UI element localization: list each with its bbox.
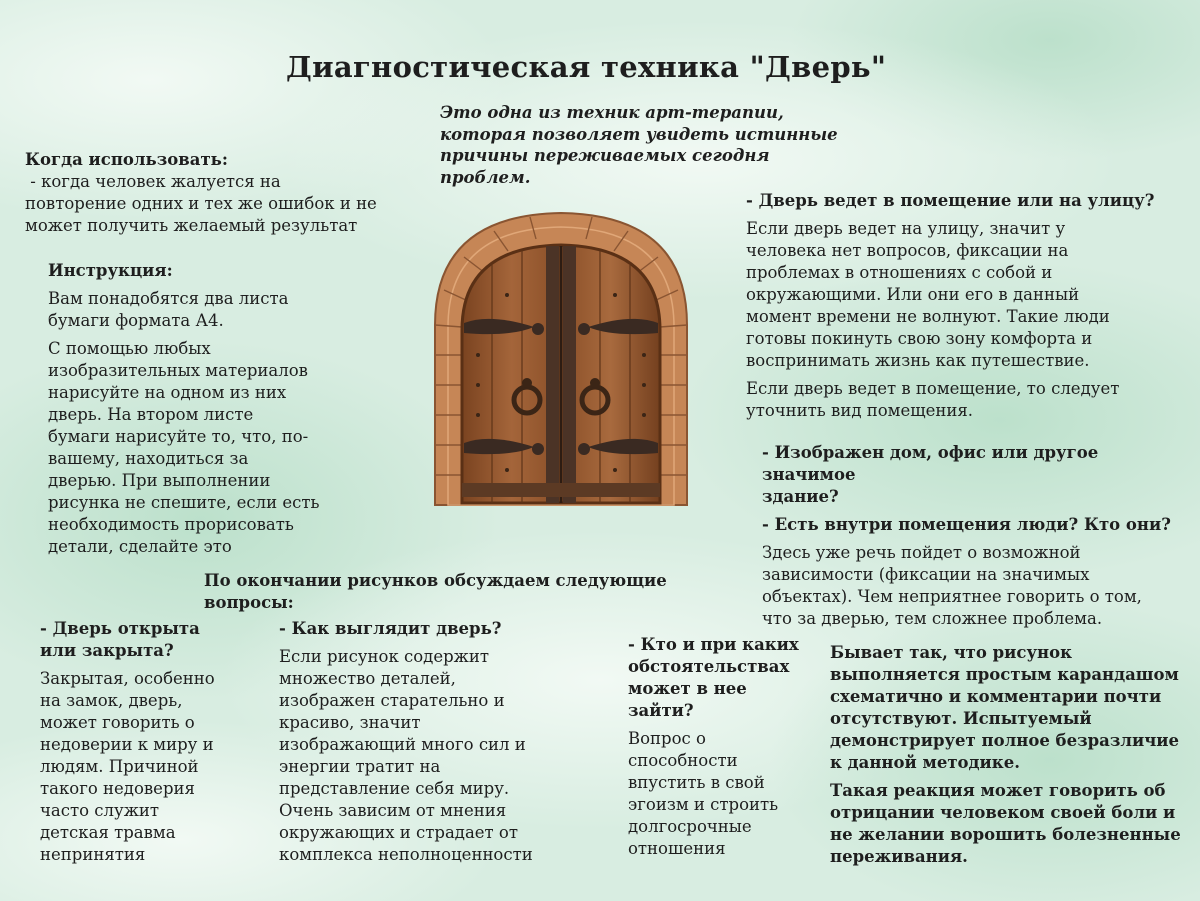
people-question: - Есть внутри помещения люди? Кто они? <box>762 515 1171 534</box>
bold-line: выполняется простым карандашом <box>830 665 1179 684</box>
bold-line: отсутствуют. Испытуемый <box>830 709 1092 728</box>
open-closed-question: или закрыта? <box>40 641 174 660</box>
instruction-line: необходимость прорисовать <box>48 515 294 534</box>
answer-line: Здесь уже речь пойдет о возможной <box>762 543 1081 562</box>
intro-line: которая позволяет увидеть истинные <box>440 124 838 144</box>
answer-line: детская травма <box>40 823 176 842</box>
answer-line: объектах). Чем неприятнее говорить о том, <box>762 587 1142 606</box>
instruction-line: детали, сделайте это <box>48 537 232 556</box>
instruction-heading: Инструкция: <box>48 261 173 280</box>
answer-line: Если рисунок содержит <box>279 647 489 666</box>
answer-line: воспринимать жизнь как путешествие. <box>746 351 1090 370</box>
answer-line: что за дверью, тем сложнее проблема. <box>762 609 1103 628</box>
building-question: - Изображен дом, офис или другое значимое <box>762 443 1099 484</box>
answer-line: на замок, дверь, <box>40 691 183 710</box>
door-look-section <box>279 618 559 866</box>
answer-line: энергии тратит на <box>279 757 441 776</box>
door-look-question: - Как выглядит дверь? <box>279 619 502 638</box>
instruction-line: вашему, находиться за <box>48 449 249 468</box>
open-closed-question: - Дверь открыта <box>40 619 200 638</box>
answer-line: может говорить о <box>40 713 195 732</box>
instruction-line: бумаги нарисуйте то, что, по- <box>48 427 309 446</box>
bold-line: к данной методике. <box>830 753 1020 772</box>
intro-line: причины переживаемых сегодня проблем. <box>440 146 770 187</box>
answer-line: недоверии к миру и <box>40 735 214 754</box>
answer-line: такого недоверия <box>40 779 195 798</box>
answer-line: долгосрочные <box>628 817 752 836</box>
answer-line: комплекса неполноценности <box>279 845 533 864</box>
answer-line: зависимости (фиксации на значимых <box>762 565 1090 584</box>
when-line: - когда человек жалуется на <box>25 172 281 191</box>
answer-line: окружающих и страдает от <box>279 823 518 842</box>
page-title: Диагностическая техника "Дверь" <box>286 50 887 84</box>
bold-line: переживания. <box>830 847 968 866</box>
when-line: может получить желаемый результат <box>25 216 358 235</box>
instruction-line: бумаги формата А4. <box>48 311 224 330</box>
answer-line: отношения <box>628 839 726 858</box>
instruction-line: дверь. На втором листе <box>48 405 254 424</box>
instruction-section <box>48 260 378 558</box>
who-enters-question: - Кто и при каких <box>628 635 799 654</box>
when-to-use-section <box>25 149 405 237</box>
indoor-outdoor-section <box>746 190 1186 422</box>
instruction-line: рисунка не спешите, если есть <box>48 493 320 512</box>
bold-line: схематично и комментарии почти <box>830 687 1162 706</box>
answer-line: Очень зависим от мнения <box>279 801 507 820</box>
answer-line: Если дверь ведет в помещение, то следует <box>746 379 1120 398</box>
answer-line: Вопрос о <box>628 729 706 748</box>
when-heading: Когда использовать: <box>25 150 228 169</box>
answer-line: человека нет вопросов, фиксации на <box>746 241 1069 260</box>
who-enters-question: зайти? <box>628 701 694 720</box>
building-question: здание? <box>762 487 839 506</box>
who-enters-question: может в нее <box>628 679 747 698</box>
answer-line: изображающий много сил и <box>279 735 526 754</box>
bold-line: демонстрирует полное безразличие <box>830 731 1180 750</box>
building-section <box>762 442 1194 630</box>
open-closed-section <box>40 618 260 866</box>
instruction-line: С помощью любых <box>48 339 211 358</box>
bold-line: не желании ворошить болезненные <box>830 825 1181 844</box>
answer-line: часто служит <box>40 801 160 820</box>
instruction-line: дверью. При выполнении <box>48 471 271 490</box>
answer-line: проблемах в отношениях с собой и <box>746 263 1053 282</box>
bold-line: отрицании человеком своей боли и <box>830 803 1176 822</box>
who-enters-question: обстоятельствах <box>628 657 790 676</box>
intro-line: Это одна из техник арт-терапии, <box>440 103 784 122</box>
bold-line: Бывает так, что рисунок <box>830 643 1073 662</box>
answer-line: людям. Причиной <box>40 757 199 776</box>
answer-line: впустить в свой <box>628 773 765 792</box>
answer-line: множество деталей, <box>279 669 456 688</box>
indoor-outdoor-question: - Дверь ведет в помещение или на улицу? <box>746 191 1155 210</box>
answer-line: эгоизм и строить <box>628 795 779 814</box>
instruction-line: Вам понадобятся два листа <box>48 289 289 308</box>
questions-intro: По окончании рисунков обсуждаем следующие вопросы: <box>204 571 667 612</box>
answer-line: непринятия <box>40 845 146 864</box>
answer-line: момент времени не волнуют. Такие люди <box>746 307 1110 326</box>
when-line: повторение одних и тех же ошибок и не <box>25 194 377 213</box>
pencil-drawing-section <box>830 642 1190 868</box>
answer-line: красиво, значит <box>279 713 421 732</box>
bold-line: Такая реакция может говорить об <box>830 781 1166 800</box>
answer-line: способности <box>628 751 738 770</box>
instruction-line: изобразительных материалов <box>48 361 308 380</box>
instruction-line: нарисуйте на одном из них <box>48 383 287 402</box>
answer-line: окружающими. Или они его в данный <box>746 285 1080 304</box>
intro-text <box>440 102 860 188</box>
answer-line: Закрытая, особенно <box>40 669 215 688</box>
answer-line: изображен старательно и <box>279 691 505 710</box>
answer-line: уточнить вид помещения. <box>746 401 974 420</box>
who-enters-section <box>628 634 818 860</box>
answer-line: готовы покинуть свою зону комфорта и <box>746 329 1093 348</box>
answer-line: представление себя миру. <box>279 779 510 798</box>
arched-wooden-door-icon <box>430 205 692 515</box>
answer-line: Если дверь ведет на улицу, значит у <box>746 219 1066 238</box>
